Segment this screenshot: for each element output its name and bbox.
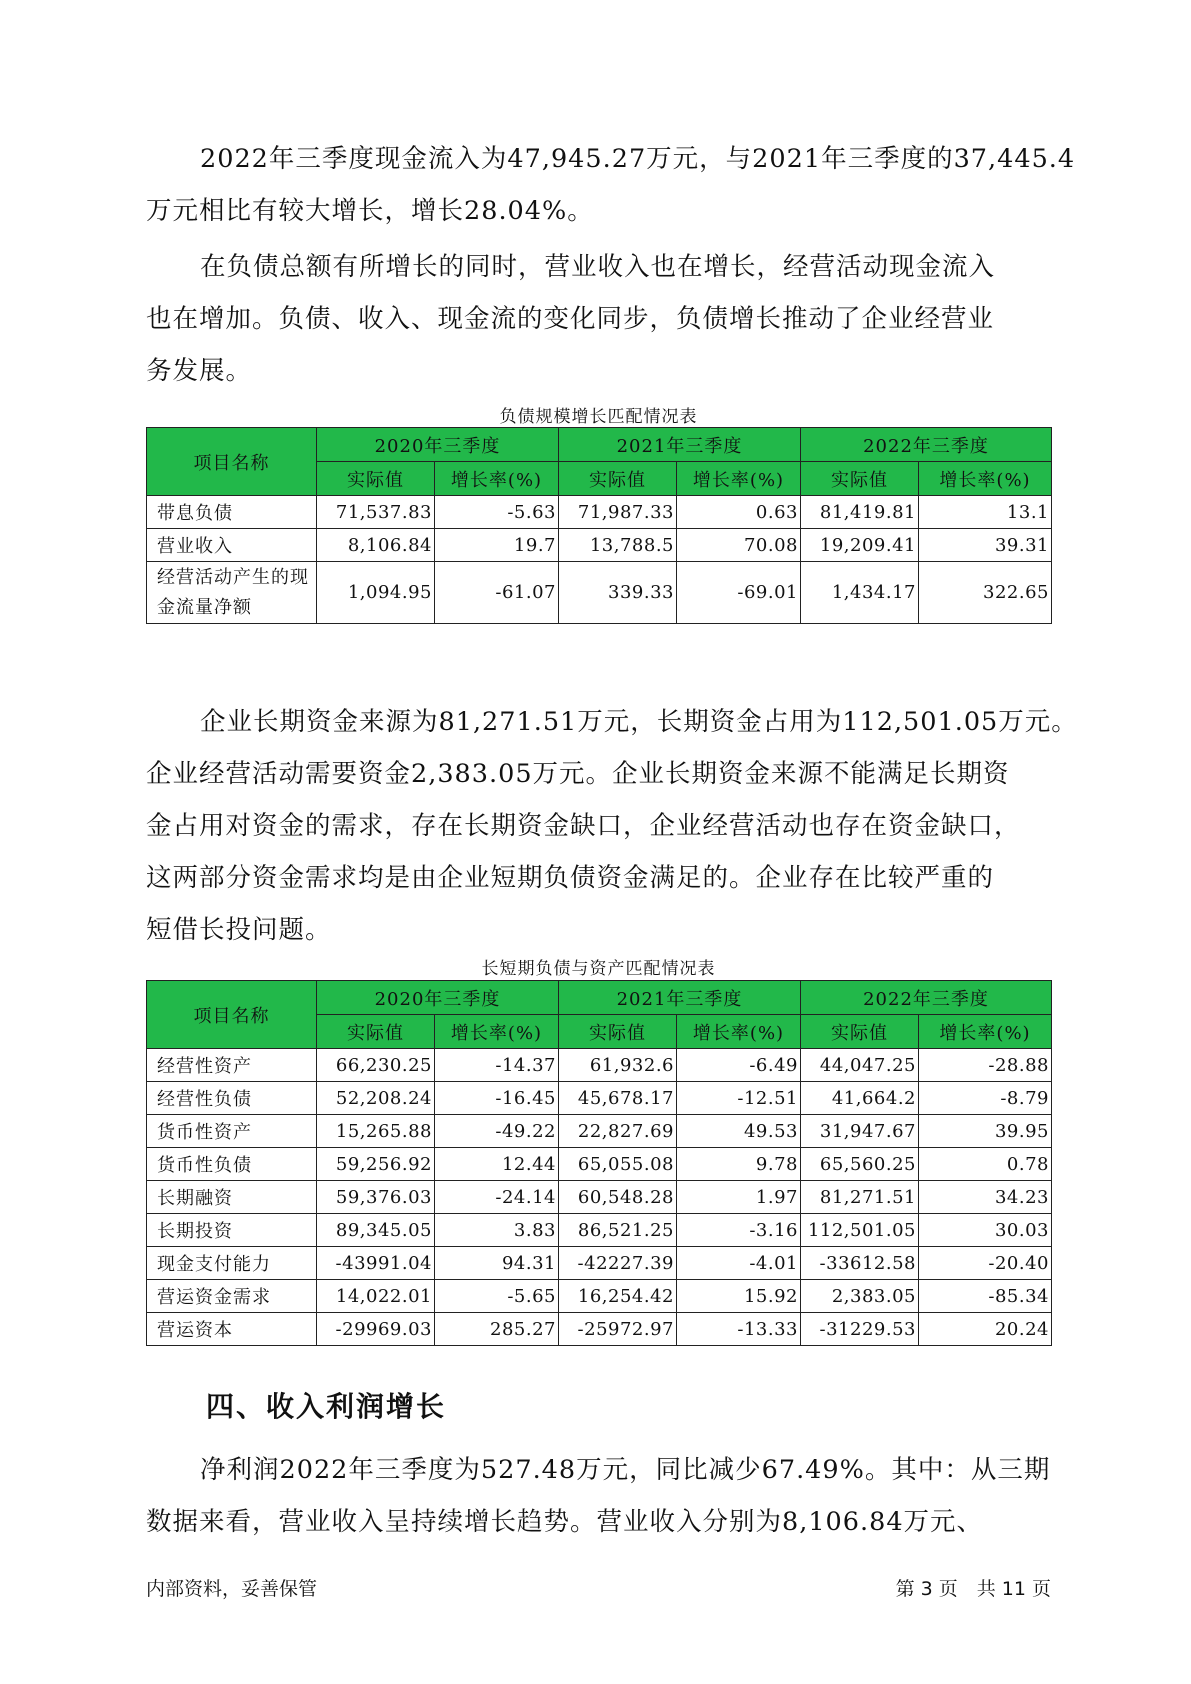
cell-value: -33612.58: [801, 1247, 919, 1280]
row-label: 现金支付能力: [147, 1247, 317, 1280]
cell-value: 9.78: [677, 1148, 801, 1181]
debt-asset-match-table: [146, 980, 1052, 1346]
cell-value: 49.53: [677, 1115, 801, 1148]
row-label: 长期投资: [147, 1214, 317, 1247]
cell-value: 65,560.25: [801, 1148, 919, 1181]
cell-value: 19.7: [435, 529, 559, 562]
cell-value: -43991.04: [317, 1247, 435, 1280]
text-line: 短借长投问题。: [146, 915, 332, 945]
cell-value: 15.92: [677, 1280, 801, 1313]
cell-value: -16.45: [435, 1082, 559, 1115]
text-line: 金占用对资金的需求，存在长期资金缺口，企业经营活动也存在资金缺口，: [146, 811, 1021, 841]
cell-value: 13.1: [919, 496, 1052, 529]
cell-value: -12.51: [677, 1082, 801, 1115]
cell-value: -49.22: [435, 1115, 559, 1148]
header-growth: 增长率(%): [919, 1015, 1052, 1049]
paragraph-debt-growth: [146, 241, 1066, 397]
cell-value: 61,932.6: [559, 1049, 677, 1082]
cell-value: 1.97: [677, 1181, 801, 1214]
paragraph-net-profit: [146, 1444, 1066, 1548]
text-line: 这两部分资金需求均是由企业短期负债资金满足的。企业存在比较严重的: [146, 863, 995, 893]
header-period-2020: 2020年三季度: [317, 981, 559, 1015]
cell-value: -24.14: [435, 1181, 559, 1214]
cell-value: 339.33: [559, 562, 677, 624]
cell-value: 89,345.05: [317, 1214, 435, 1247]
cell-value: -5.65: [435, 1280, 559, 1313]
cell-value: 94.31: [435, 1247, 559, 1280]
cell-value: 19,209.41: [801, 529, 919, 562]
header-growth: 增长率(%): [435, 1015, 559, 1049]
table-row: [147, 1214, 1052, 1247]
text-line: 也在增加。负债、收入、现金流的变化同步，负债增长推动了企业经营业: [146, 304, 995, 334]
cell-value: -4.01: [677, 1247, 801, 1280]
row-label: 经营性负债: [147, 1082, 317, 1115]
footer-confidential-note: 内部资料，妥善保管: [146, 1578, 318, 1600]
row-label: 营业收入: [147, 529, 317, 562]
table-row: [147, 1247, 1052, 1280]
header-period-2021: 2021年三季度: [559, 981, 801, 1015]
cell-value: 322.65: [919, 562, 1052, 624]
cell-value: 45,678.17: [559, 1082, 677, 1115]
table-row: [147, 1148, 1052, 1181]
cell-value: 8,106.84: [317, 529, 435, 562]
table-row: [147, 1280, 1052, 1313]
text-line: 企业经营活动需要资金2,383.05万元。企业长期资金来源不能满足长期资: [146, 759, 1010, 789]
cell-value: 285.27: [435, 1313, 559, 1346]
cell-value: 3.83: [435, 1214, 559, 1247]
row-label: 货币性负债: [147, 1148, 317, 1181]
cell-value: 15,265.88: [317, 1115, 435, 1148]
section-heading: 四、收入利润增长: [206, 1390, 447, 1423]
cell-value: 34.23: [919, 1181, 1052, 1214]
cell-value: 20.24: [919, 1313, 1052, 1346]
paragraph-long-term-funds: [146, 696, 1078, 956]
cell-value: -14.37: [435, 1049, 559, 1082]
cell-value: -28.88: [919, 1049, 1052, 1082]
cell-value: 0.78: [919, 1148, 1052, 1181]
header-growth: 增长率(%): [435, 462, 559, 496]
row-label: 经营活动产生的现金流量净额: [147, 562, 317, 624]
row-label: 经营性资产: [147, 1049, 317, 1082]
cell-value: 39.95: [919, 1115, 1052, 1148]
header-item-name: 项目名称: [147, 981, 317, 1049]
cell-value: -69.01: [677, 562, 801, 624]
header-actual: 实际值: [801, 462, 919, 496]
cell-value: 71,537.83: [317, 496, 435, 529]
table-row: [147, 1082, 1052, 1115]
cell-value: 81,419.81: [801, 496, 919, 529]
cell-value: 86,521.25: [559, 1214, 677, 1247]
cell-value: -42227.39: [559, 1247, 677, 1280]
cell-value: 39.31: [919, 529, 1052, 562]
row-label: 营运资金需求: [147, 1280, 317, 1313]
cell-value: 31,947.67: [801, 1115, 919, 1148]
cell-value: 44,047.25: [801, 1049, 919, 1082]
cell-value: 13,788.5: [559, 529, 677, 562]
cell-value: 1,434.17: [801, 562, 919, 624]
cell-value: 112,501.05: [801, 1214, 919, 1247]
cell-value: -6.49: [677, 1049, 801, 1082]
text-line: 在负债总额有所增长的同时，营业收入也在增长，经营活动现金流入: [200, 252, 996, 282]
header-actual: 实际值: [801, 1015, 919, 1049]
row-label: 营运资本: [147, 1313, 317, 1346]
row-label: 货币性资产: [147, 1115, 317, 1148]
table-row: [147, 1115, 1052, 1148]
table-row: [147, 1313, 1052, 1346]
cell-value: 1,094.95: [317, 562, 435, 624]
header-growth: 增长率(%): [677, 462, 801, 496]
cell-value: -3.16: [677, 1214, 801, 1247]
cell-value: 66,230.25: [317, 1049, 435, 1082]
cell-value: -13.33: [677, 1313, 801, 1346]
text-line: 净利润2022年三季度为527.48万元，同比减少67.49%。其中：从三期: [200, 1455, 1051, 1485]
cell-value: 59,256.92: [317, 1148, 435, 1181]
table-row: [147, 529, 1052, 562]
table1-caption: 负债规模增长匹配情况表: [499, 407, 698, 427]
table-row: [147, 562, 1052, 624]
row-label: 长期融资: [147, 1181, 317, 1214]
debt-scale-table: [146, 427, 1052, 624]
text-line: 2022年三季度现金流入为47,945.27万元，与2021年三季度的37,445.4: [200, 144, 1076, 174]
row-label: 带息负债: [147, 496, 317, 529]
header-actual: 实际值: [317, 462, 435, 496]
cell-value: -29969.03: [317, 1313, 435, 1346]
text-line: 务发展。: [146, 356, 253, 386]
header-actual: 实际值: [317, 1015, 435, 1049]
cell-value: -61.07: [435, 562, 559, 624]
cell-value: 16,254.42: [559, 1280, 677, 1313]
cell-value: -85.34: [919, 1280, 1052, 1313]
cell-value: -8.79: [919, 1082, 1052, 1115]
table2-caption: 长短期负债与资产匹配情况表: [481, 959, 716, 979]
cell-value: 60,548.28: [559, 1181, 677, 1214]
cell-value: 0.63: [677, 496, 801, 529]
cell-value: 81,271.51: [801, 1181, 919, 1214]
text-line: 数据来看，营业收入呈持续增长趋势。营业收入分别为8,106.84万元、: [146, 1507, 984, 1537]
header-growth: 增长率(%): [677, 1015, 801, 1049]
cell-value: -5.63: [435, 496, 559, 529]
header-period-2021: 2021年三季度: [559, 428, 801, 462]
text-line: 万元相比有较大增长，增长28.04%。: [146, 196, 594, 226]
cell-value: 65,055.08: [559, 1148, 677, 1181]
cell-value: 30.03: [919, 1214, 1052, 1247]
cell-value: 52,208.24: [317, 1082, 435, 1115]
header-period-2020: 2020年三季度: [317, 428, 559, 462]
footer-page-number: 第 3 页 共 11 页: [895, 1578, 1051, 1600]
cell-value: -25972.97: [559, 1313, 677, 1346]
cell-value: 71,987.33: [559, 496, 677, 529]
header-actual: 实际值: [559, 1015, 677, 1049]
header-item-name: 项目名称: [147, 428, 317, 496]
cell-value: 22,827.69: [559, 1115, 677, 1148]
header-period-2022: 2022年三季度: [801, 981, 1052, 1015]
cell-value: 12.44: [435, 1148, 559, 1181]
cell-value: -20.40: [919, 1247, 1052, 1280]
cell-value: 70.08: [677, 529, 801, 562]
paragraph-cash-inflow: [146, 133, 1076, 237]
header-period-2022: 2022年三季度: [801, 428, 1052, 462]
cell-value: 14,022.01: [317, 1280, 435, 1313]
header-actual: 实际值: [559, 462, 677, 496]
cell-value: 41,664.2: [801, 1082, 919, 1115]
cell-value: -31229.53: [801, 1313, 919, 1346]
table-row: [147, 1181, 1052, 1214]
table-row: [147, 1049, 1052, 1082]
cell-value: 2,383.05: [801, 1280, 919, 1313]
cell-value: 59,376.03: [317, 1181, 435, 1214]
header-growth: 增长率(%): [919, 462, 1052, 496]
table-row: [147, 496, 1052, 529]
text-line: 企业长期资金来源为81,271.51万元，长期资金占用为112,501.05万元。: [200, 707, 1078, 737]
